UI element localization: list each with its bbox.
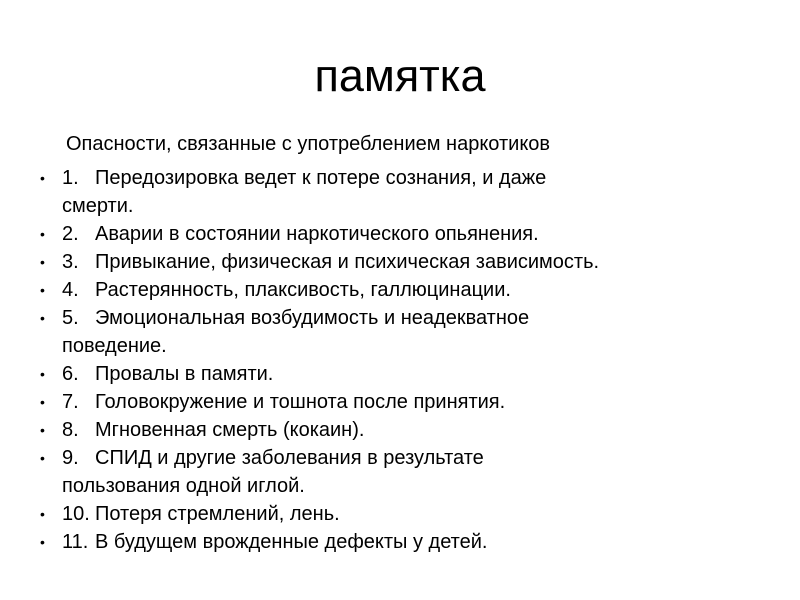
item-number: 8. — [62, 418, 79, 441]
item-number: 2. — [62, 222, 79, 245]
bullet-icon: • — [40, 393, 45, 410]
list-item — [40, 388, 780, 416]
item-body — [62, 444, 780, 500]
item-body — [62, 360, 780, 388]
list-item — [40, 444, 780, 500]
bullet-icon: • — [40, 225, 45, 242]
item-text: В будущем врожденные дефекты у детей. — [95, 530, 488, 553]
item-text: Потеря стремлений, лень. — [95, 502, 340, 525]
item-number: 7. — [62, 390, 79, 413]
bullet-icon: • — [40, 505, 45, 522]
item-text: СПИД и другие заболевания в результате — [95, 446, 484, 469]
item-text: Эмоциональная возбудимость и неадекватное — [95, 306, 530, 329]
item-text: Провалы в памяти. — [95, 362, 274, 385]
item-body — [62, 528, 780, 556]
item-body — [62, 248, 780, 276]
item-body — [62, 388, 780, 416]
bullet-icon: • — [40, 533, 45, 550]
danger-list — [0, 164, 800, 556]
bullet-icon: • — [40, 281, 45, 298]
item-number: 6. — [62, 362, 79, 385]
list-item — [40, 416, 780, 444]
item-text: Головокружение и тошнота после принятия. — [95, 390, 506, 413]
item-text: Привыкание, физическая и психическая зависимость. — [95, 250, 600, 273]
item-number: 10. — [62, 502, 90, 525]
item-number: 9. — [62, 446, 79, 469]
item-text: смерти. — [62, 194, 134, 217]
list-item — [40, 164, 780, 220]
item-number: 1. — [62, 166, 79, 189]
item-number: 11. — [62, 530, 89, 553]
list-item — [40, 360, 780, 388]
item-number: 3. — [62, 250, 79, 273]
list-item — [40, 500, 780, 528]
item-text: Передозировка ведет к потере сознания, и даже — [95, 166, 547, 189]
list-item — [40, 276, 780, 304]
list-item — [40, 220, 780, 248]
item-body — [62, 276, 780, 304]
list-item — [40, 248, 780, 276]
item-body — [62, 164, 780, 220]
item-text: поведение. — [62, 334, 167, 357]
item-text: Мгновенная смерть (кокаин). — [95, 418, 365, 441]
item-number: 5. — [62, 306, 79, 329]
item-text: Растерянность, плаксивость, галлюцинации. — [95, 278, 511, 301]
list-item — [40, 304, 780, 360]
bullet-icon: • — [40, 449, 45, 466]
bullet-icon: • — [40, 169, 45, 186]
slide-title: памятка — [314, 50, 486, 101]
bullet-icon: • — [40, 365, 45, 382]
item-body — [62, 500, 780, 528]
item-body — [62, 304, 780, 360]
item-body — [62, 416, 780, 444]
item-text: Аварии в состоянии наркотического опьянения. — [95, 222, 539, 245]
item-number: 4. — [62, 278, 79, 301]
item-text: пользования одной иглой. — [62, 474, 305, 497]
item-body — [62, 220, 780, 248]
list-item — [40, 528, 780, 556]
bullet-icon: • — [40, 421, 45, 438]
bullet-icon: • — [40, 253, 45, 270]
list-heading: Опасности, связанные с употреблением наркотиков — [66, 132, 551, 155]
bullet-icon: • — [40, 309, 45, 326]
